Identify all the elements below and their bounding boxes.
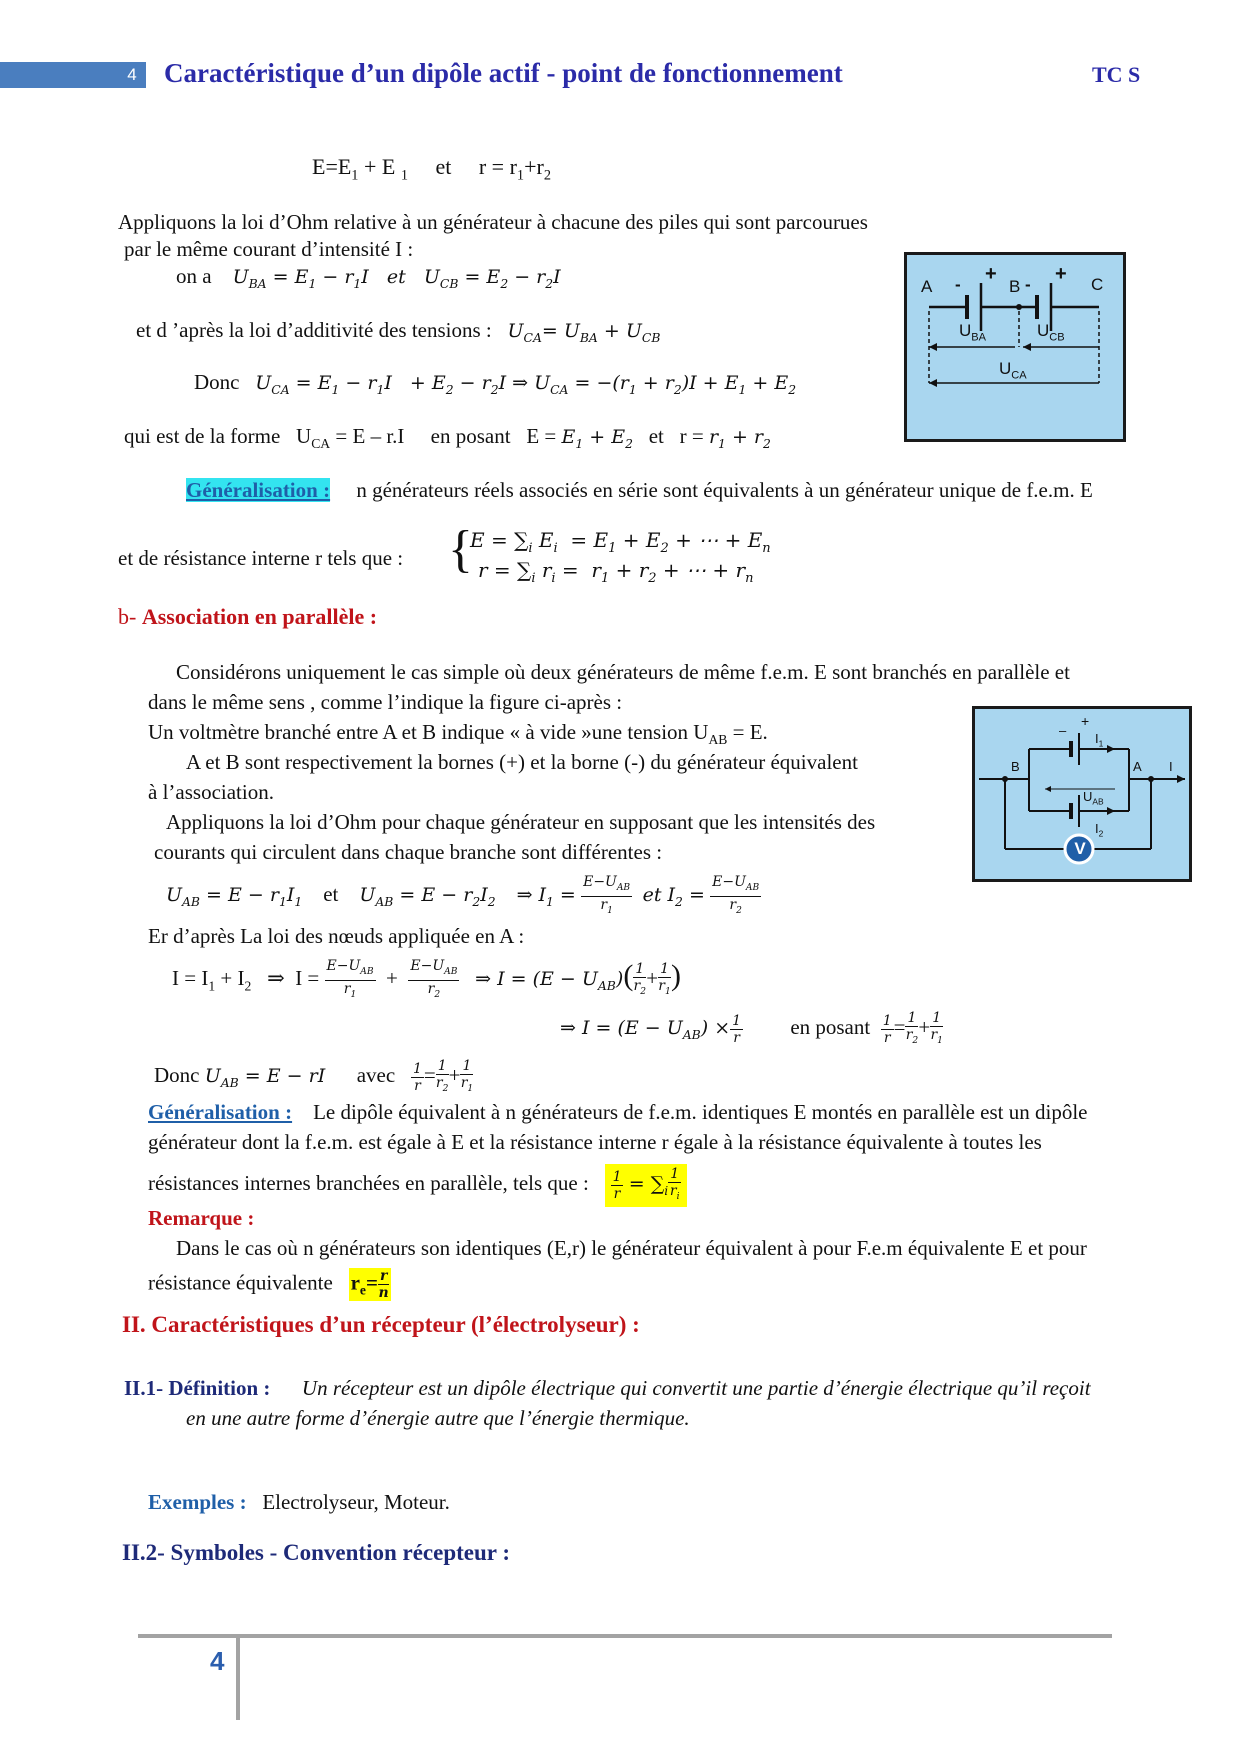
par-label-A: A [1133, 759, 1142, 774]
para-text-2: dans le même sens , comme l’indique la figure ci-après : [148, 690, 623, 714]
class-label: TC S [1092, 62, 1141, 87]
generalisation-label-2: Généralisation : [148, 1100, 293, 1124]
para-text-7: courants qui circulent dans chaque branche sont différentes : [154, 840, 663, 864]
ohm-equations: on a $U_{BA} = E_1 - r_1I$ et $U_{CB} = E_2 - r_2I$ [176, 264, 561, 291]
para-text-1: Considérons uniquement le cas simple où deux générateurs de même f.e.m. E sont branchés en parallèle et [176, 660, 1070, 684]
para-text-5: à l’association. [148, 780, 274, 804]
par-label-UAB: $U_{AB}$ [1083, 789, 1104, 807]
generalisation-parallele-1: Généralisation : Le dipôle équivalent à n générateurs de f.e.m. identiques E montés en parallèle est un dipôle [148, 1100, 1088, 1124]
footer-vertical-rule [236, 1638, 240, 1720]
par-label-I2: $I_2$ [1095, 821, 1104, 839]
ohm-text-line2: par le même courant d’intensité I : [124, 237, 414, 261]
generalisation-label: Généralisation : [186, 478, 331, 502]
noeuds-line: Er d’après La loi des nœuds appliquée en A : [148, 924, 525, 948]
figure-parallel-circuit [972, 706, 1192, 882]
donc-line: Donc $U_{CA} = E_1 - r_1I + E_2 - r_2I$ ⇒ $U_{CA} = -(r_1 + r_2)I + E_1 + E_2$ [194, 370, 797, 397]
voltmeter-icon: V [1074, 839, 1086, 858]
par-minus-top: – [1059, 723, 1067, 738]
symboles-heading: II.2- Symboles - Convention récepteur : [122, 1540, 510, 1565]
par-label-I1: $I_1$ [1095, 731, 1104, 749]
par-label-I: I [1169, 759, 1173, 774]
par-plus-top: + [1081, 713, 1090, 729]
additivite-line: et d ’après la loi d’additivité des tensions : $U_{CA}= U_{BA} + U_{CB}$ [136, 318, 661, 345]
system-brace: { [448, 521, 473, 578]
generalisation-serie: Généralisation : n générateurs réels associés en série sont équivalents à un générateur unique de f.e.m. E [186, 478, 1093, 502]
par-label-B: B [1011, 759, 1020, 774]
page-title: Caractéristique d’un dipôle actif - point de fonctionnement [164, 58, 843, 88]
noeuds-equations: $I = I_1 + I_2$ ⇒ I = $\frac{E-U_{AB}}{r_1}$ + $\frac{E-U_{AB}}{r_2}$ ⇒ $I = (E - U_{AB})$( $\frac{1}{r_2}$ + $\frac{1}{r_1}$ ) [172, 958, 681, 1000]
label-UCA: $U_{CA}$ [999, 359, 1027, 382]
system-eq1: $E = \sum_i$ $E_i = E_1 + E_2$ + ⋯ + $E_n$ [470, 528, 771, 556]
label-UBA: $U_{BA}$ [959, 321, 987, 344]
footer-rule [138, 1634, 1112, 1638]
parallele-heading: b- Association en parallèle : [118, 604, 378, 629]
eq-series-summary: $E=E_1 + E$ $_1$ et $r = r_1+r_2$ [312, 154, 551, 184]
recepteur-heading: II. Caractéristiques d’un récepteur (l’électrolyseur) : [122, 1312, 640, 1337]
minus-sign-2: - [1025, 275, 1031, 294]
exemples-line: Exemples : Electrolyseur, Moteur. [148, 1490, 450, 1514]
para-text-6: Appliquons la loi d’Ohm pour chaque générateur en supposant que les intensités des [166, 810, 876, 834]
ohm-text-line1: Appliquons la loi d’Ohm relative à un générateur à chacune des piles qui sont parcourues [118, 210, 868, 234]
remarque-label: Remarque : [148, 1206, 255, 1230]
label-A: A [921, 277, 933, 296]
resistance-text: et de résistance interne r tels que : [118, 546, 404, 570]
remarque-text-1: Dans le cas où n générateurs son identiques (E,r) le générateur équivalent à pour F.e.m équivalente E et pour [176, 1236, 1087, 1260]
footer-page-number: 4 [210, 1646, 225, 1676]
definition-line1: II.1- Définition : Un récepteur est un dipôle électrique qui convertit une partie d’énergie électrique qu’il reçoit [124, 1376, 1091, 1400]
figure-series-circuit [904, 252, 1126, 442]
remarque-text-2: résistance équivalente $r_e=$ $\frac{r}{n}$ [148, 1268, 391, 1301]
generalisation-parallele-3: résistances internes branchées en parallèle, tels que : $\frac{1}{r}$ = $\sum_i$ $\frac{1}{r_i}$ [148, 1164, 687, 1207]
para-ohm-equations: $U_{AB} = E - r_1I_1$ et $U_{AB} = E - r_2I_2$ ⇒ $I_1$ = $\frac{E-U_{AB}}{r_1}$ et $I_2$ = $\frac{E-U_{AB}}{r_2}$ [166, 874, 760, 916]
para-text-4: A et B sont respectivement la bornes (+) et la borne (-) du générateur équivalent [186, 750, 858, 774]
system-eq2: $r = \sum_i$ $r_i = r_1 + r_2$ + ⋯ + $r_n$ [478, 558, 754, 586]
generalisation-parallele-2: générateur dont la f.e.m. est égale à E et la résistance interne r égale à la résistance équivalente à toutes les [148, 1130, 1042, 1154]
label-UCB: $U_{CB}$ [1037, 321, 1065, 344]
i-expression: ⇒ $I = (E - U_{AB})$ × $\frac{1}{r}$ en posant $\frac{1}{r}$ = $\frac{1}{r_2}$ + $\frac{1}{r_1}$ [560, 1010, 943, 1046]
plus-sign-2: + [1055, 263, 1067, 285]
header-page-number: 4 [127, 65, 137, 84]
donc-uab-line: Donc $U_{AB} = E$ − rI avec $\frac{1}{r}$ = $\frac{1}{r_2}$ + $\frac{1}{r_1}$ [154, 1058, 474, 1094]
label-B: B [1009, 277, 1021, 296]
para-text-3: Un voltmètre branché entre A et B indique « à vide »une tension $U_{AB} = E$. [148, 720, 768, 748]
label-C: C [1091, 275, 1104, 294]
plus-sign-1: + [985, 263, 997, 285]
minus-sign-1: - [955, 275, 961, 294]
forme-line: qui est de la forme $U_{CA} = E - r.I$ en posant $E = E_1 + E_2$ et $r = r_1 + r_2$ [124, 424, 771, 452]
definition-line2: en une autre forme d’énergie autre que l’énergie thermique. [186, 1406, 690, 1430]
